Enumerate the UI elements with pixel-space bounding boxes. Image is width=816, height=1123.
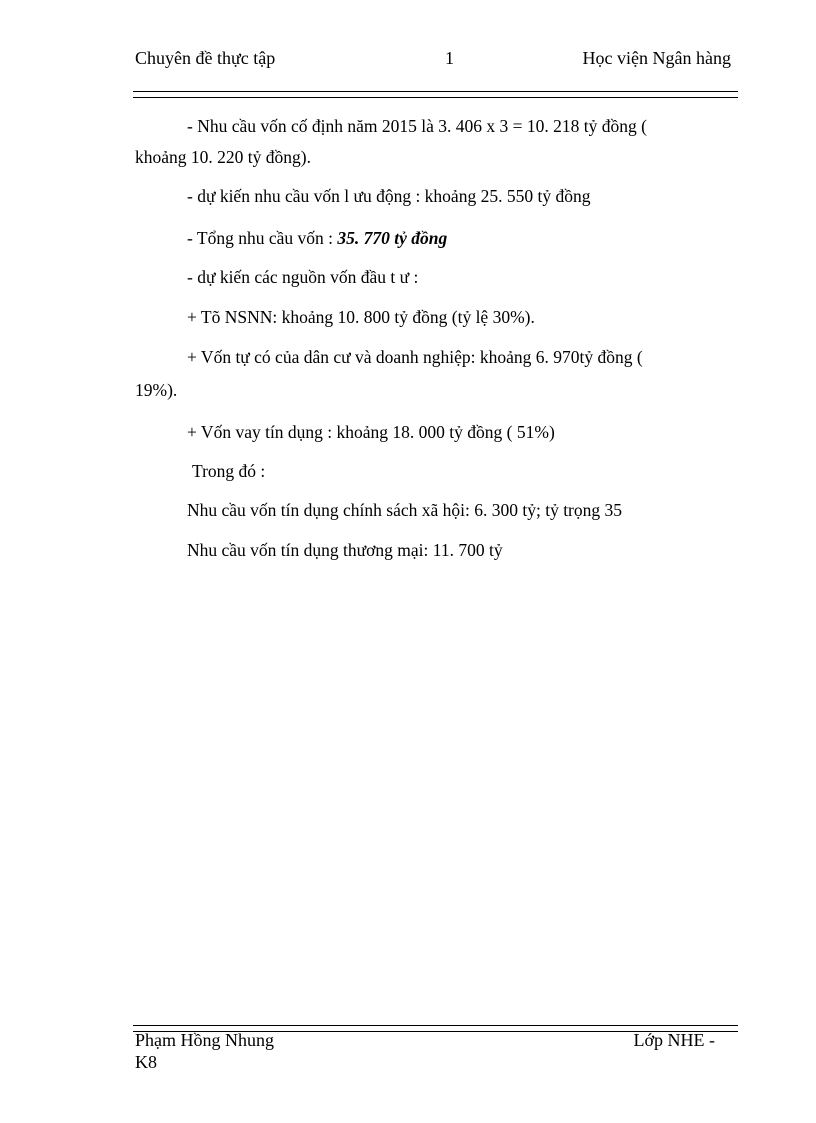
paragraph-commercial-credit: Nhu cầu vốn tín dụng thương mại: 11. 700 tỷ [187, 540, 503, 560]
paragraph-of-which: Trong đó : [192, 461, 266, 481]
paragraph-total-capital [187, 228, 447, 249]
paragraph-fixed-capital-line1: - Nhu cầu vốn cố định năm 2015 là 3. 406 x 3 = 10. 218 tỷ đồng ( [187, 116, 647, 136]
footer-class-continuation: K8 [135, 1052, 157, 1072]
header-title-right: Học viện Ngân hàng [582, 48, 731, 68]
header-double-rule [133, 91, 738, 98]
paragraph-state-budget: + Tõ NSNN: khoảng 10. 800 tỷ đồng (tỷ lệ 30%). [187, 307, 535, 327]
total-capital-value: 35. 770 tỷ đồng [337, 228, 448, 248]
paragraph-fixed-capital-line2: khoảng 10. 220 tỷ đồng). [135, 147, 311, 167]
total-capital-label: - Tổng nhu cầu vốn : [187, 228, 338, 248]
footer-author: Phạm Hồng Nhung [135, 1030, 274, 1050]
paragraph-own-capital-line1: + Vốn tự có của dân cư và doanh nghiệp: khoảng 6. 970tỷ đồng ( [187, 347, 643, 367]
paragraph-own-capital-line2: 19%). [135, 380, 178, 400]
paragraph-credit-loans: + Vốn vay tín dụng : khoảng 18. 000 tỷ đồng ( 51%) [187, 422, 555, 442]
paragraph-working-capital: - dự kiến nhu cầu vốn l ưu động : khoảng 25. 550 tỷ đồng [187, 186, 591, 206]
paragraph-social-credit: Nhu cầu vốn tín dụng chính sách xã hội: 6. 300 tỷ; tỷ trọng 35 [187, 500, 623, 520]
page-header [135, 48, 735, 74]
footer-class: Lớp NHE - [633, 1030, 715, 1050]
header-title-left: Chuyên đề thực tập [135, 48, 276, 68]
paragraph-funding-sources: - dự kiến các nguồn vốn đầu t ư : [187, 267, 419, 287]
page-number: 1 [445, 48, 454, 68]
